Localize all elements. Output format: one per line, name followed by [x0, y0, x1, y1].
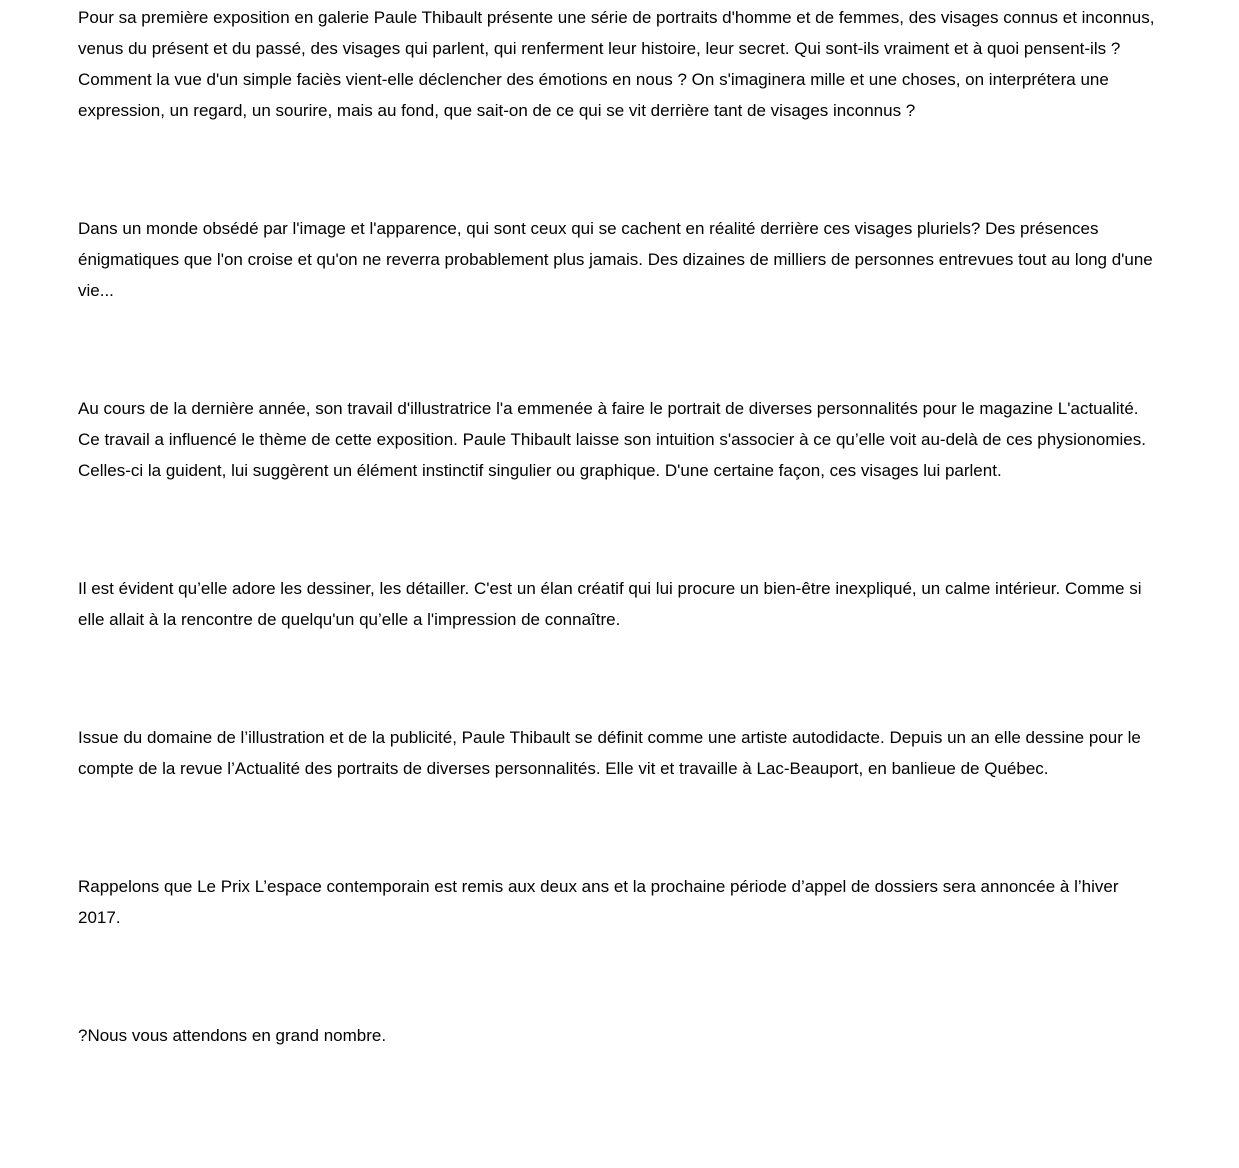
paragraph-travail-illustratrice: Au cours de la dernière année, son travail d'illustratrice l'a emmenée à faire le portrait de diverses personnalités pour le magazine L'actualité. Ce travail a influencé le thème de cette exposition. Paule Thibault laisse son intuition s'associer à ce qu’elle voit au-delà de ces physionomies. Celles-ci la guident, lui suggèrent un élément instinctif singulier ou graphique. D'une certaine façon, ces visages lui parlent. [78, 399, 1146, 480]
paragraph-invitation: ?Nous vous attendons en grand nombre. [78, 1026, 387, 1045]
paragraph-biographie: Issue du domaine de l’illustration et de la publicité, Paule Thibault se définit comme une artiste autodidacte. Depuis un an elle dessine pour le compte de la revue l’Actualité des portraits de diverses personnalités. Elle vit et travaille à Lac-Beauport, en banlieue de Québec. [78, 728, 1141, 778]
paragraph-prix-espace-contemporain: Rappelons que Le Prix L’espace contemporain est remis aux deux ans et la prochaine période d’appel de dossiers sera annoncée à l’hiver 2017. [78, 877, 1119, 927]
paragraph-monde-obsede: Dans un monde obsédé par l'image et l'apparence, qui sont ceux qui se cachent en réalité derrière ces visages pluriels? Des présences énigmatiques que l'on croise et qu'on ne reverra probablement plus jamais. Des dizaines de milliers de personnes entrevues tout au long d'une vie... [78, 219, 1153, 300]
paragraph-elan-creatif: Il est évident qu’elle adore les dessiner, les détailler. C'est un élan créatif qui lui procure un bien-être inexpliqué, un calme intérieur. Comme si elle allait à la rencontre de quelqu'un qu’elle a l'impression de connaître. [78, 579, 1142, 629]
paragraph-intro-exposition: Pour sa première exposition en galerie Paule Thibault présente une série de portraits d'homme et de femmes, des visages connus et inconnus, venus du présent et du passé, des visages qui parlent, qui renferment leur histoire, leur secret. Qui sont-ils vraiment et à quoi pensent-ils ? Comment la vue d'un simple faciès vient-elle déclencher des émotions en nous ? On s'imaginera mille et une choses, on interprétera une expression, un regard, un sourire, mais au fond, que sait-on de ce qui se vit derrière tant de visages inconnus ? [78, 8, 1155, 120]
